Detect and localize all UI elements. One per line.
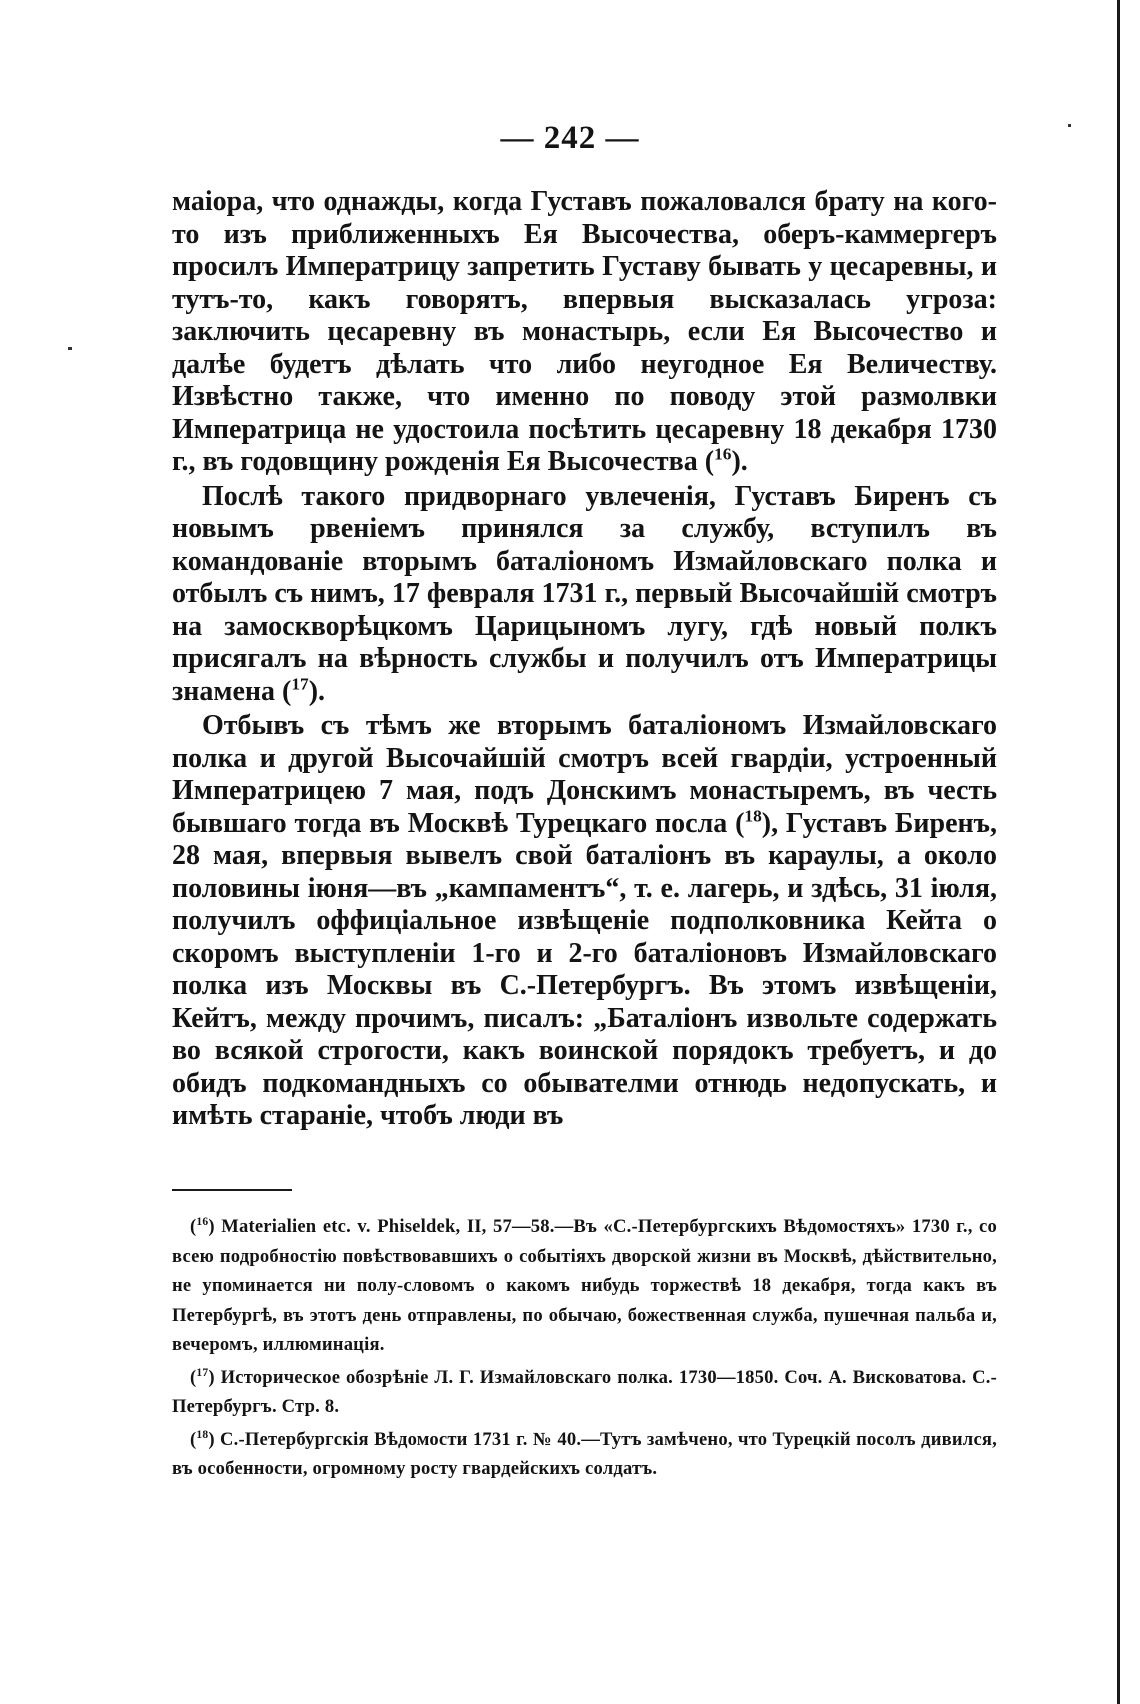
paragraph: маіора, что однажды, когда Густавъ пожаловался брату на кого-то изъ приближенныхъ Ея Высочества, оберъ-каммергеръ просилъ Императрицу запретить Густаву бывать у цесаревны, и тутъ-то, какъ говорятъ, впервыя высказалась угроза: заключить цесаревну въ монастырь, если Ея Высочество и далѣе будетъ дѣлать что либо неугодное Ея Величеству. Извѣстно также, что именно по поводу этой размолвки Императрица не удостоила посѣтить цесаревну 18 декабря 1730 г., въ годовщину рожденія Ея Высочества ($^{16}$).: [172, 186, 997, 477]
footnote: ($^{18}$) С.-Петербургскія Вѣдомости 1731 г. № 40.—Тутъ замѣчено, что Турецкій посолъ дивился, въ особенности, огромному росту гвардейскихъ солдатъ.: [172, 1428, 997, 1479]
paragraph: Послѣ такого придворнаго увлеченія, Густавъ Биренъ съ новымъ рвеніемъ принялся за службу, вступилъ въ командованіе вторымъ баталіономъ Измайловскаго полка и отбылъ съ нимъ, 17 февраля 1731 г., первый Высочайшій смотръ на замоскворѣцкомъ Царицыномъ лугу, гдѣ новый полкъ присягалъ на вѣрность службы и получилъ отъ Императрицы знамена ($^{17}$).: [172, 480, 997, 707]
body-text: [172, 186, 997, 1135]
footnote-mark: 18: [196, 1428, 209, 1441]
footnotes: [172, 1212, 997, 1487]
scan-page-edge: [1117, 0, 1120, 1704]
footnote-divider: [172, 1189, 292, 1191]
paragraph: Отбывъ съ тѣмъ же вторымъ баталіономъ Измайловскаго полка и другой Высочайшій смотръ всей гвардіи, устроенный Императрицею 7 мая, подъ Донскимъ монастыремъ, въ честь бывшаго тогда въ Москвѣ Турецкаго посла ($^{18}$), Густавъ Биренъ, 28 мая, впервыя вывелъ свой баталіонъ въ караулы, а около половины іюня—въ „кампаментъ“, т. е. лагерь, и здѣсь, 31 іюля, получилъ оффиціальное извѣщеніе подполковника Кейта о скоромъ выступленіи 1-го и 2-го баталіоновъ Измайловскаго полка изъ Москвы въ С.-Петербургъ. Въ этомъ извѣщеніи, Кейтъ, между прочимъ, писалъ: „Баталіонъ извольте содержать во всякой строгости, какъ воинской порядокъ требуетъ, и до обидъ подкомандныхъ со обывателми отнюдь недопускать, и имѣть стараніе, чтобъ люди въ: [172, 710, 997, 1131]
page-number: — 242 —: [500, 120, 640, 156]
footnote: ($^{17}$) Историческое обозрѣніе Л. Г. Измайловскаго полка. 1730—1850. Соч. А. Висковатова. С.-Петербургъ. Стр. 8.: [172, 1366, 998, 1417]
scan-speck: [68, 347, 72, 350]
footnote-ref: 16: [714, 444, 732, 464]
footnote-ref: 17: [291, 674, 309, 694]
footnote-ref: 18: [744, 806, 762, 826]
footnote-mark: 17: [196, 1366, 209, 1379]
footnote-mark: 16: [196, 1215, 209, 1228]
footnote: ($^{16}$) Materialien etc. v. Phiseldek, II, 57—58.—Въ «С.-Петербургскихъ Вѣдомостяхъ» 1730 г., со всею подробностію повѣствовавшихъ о событіяхъ дворской жизни въ Москвѣ, дѣйствительно, не упоминается ни полу-словомъ о какомъ нибудь торжествѣ 18 декабря, тогда какъ въ Петербургѣ, въ этотъ день отправлены, по обычаю, божественная служба, пушечная пальба и, вечеромъ, иллюминація.: [172, 1215, 997, 1355]
